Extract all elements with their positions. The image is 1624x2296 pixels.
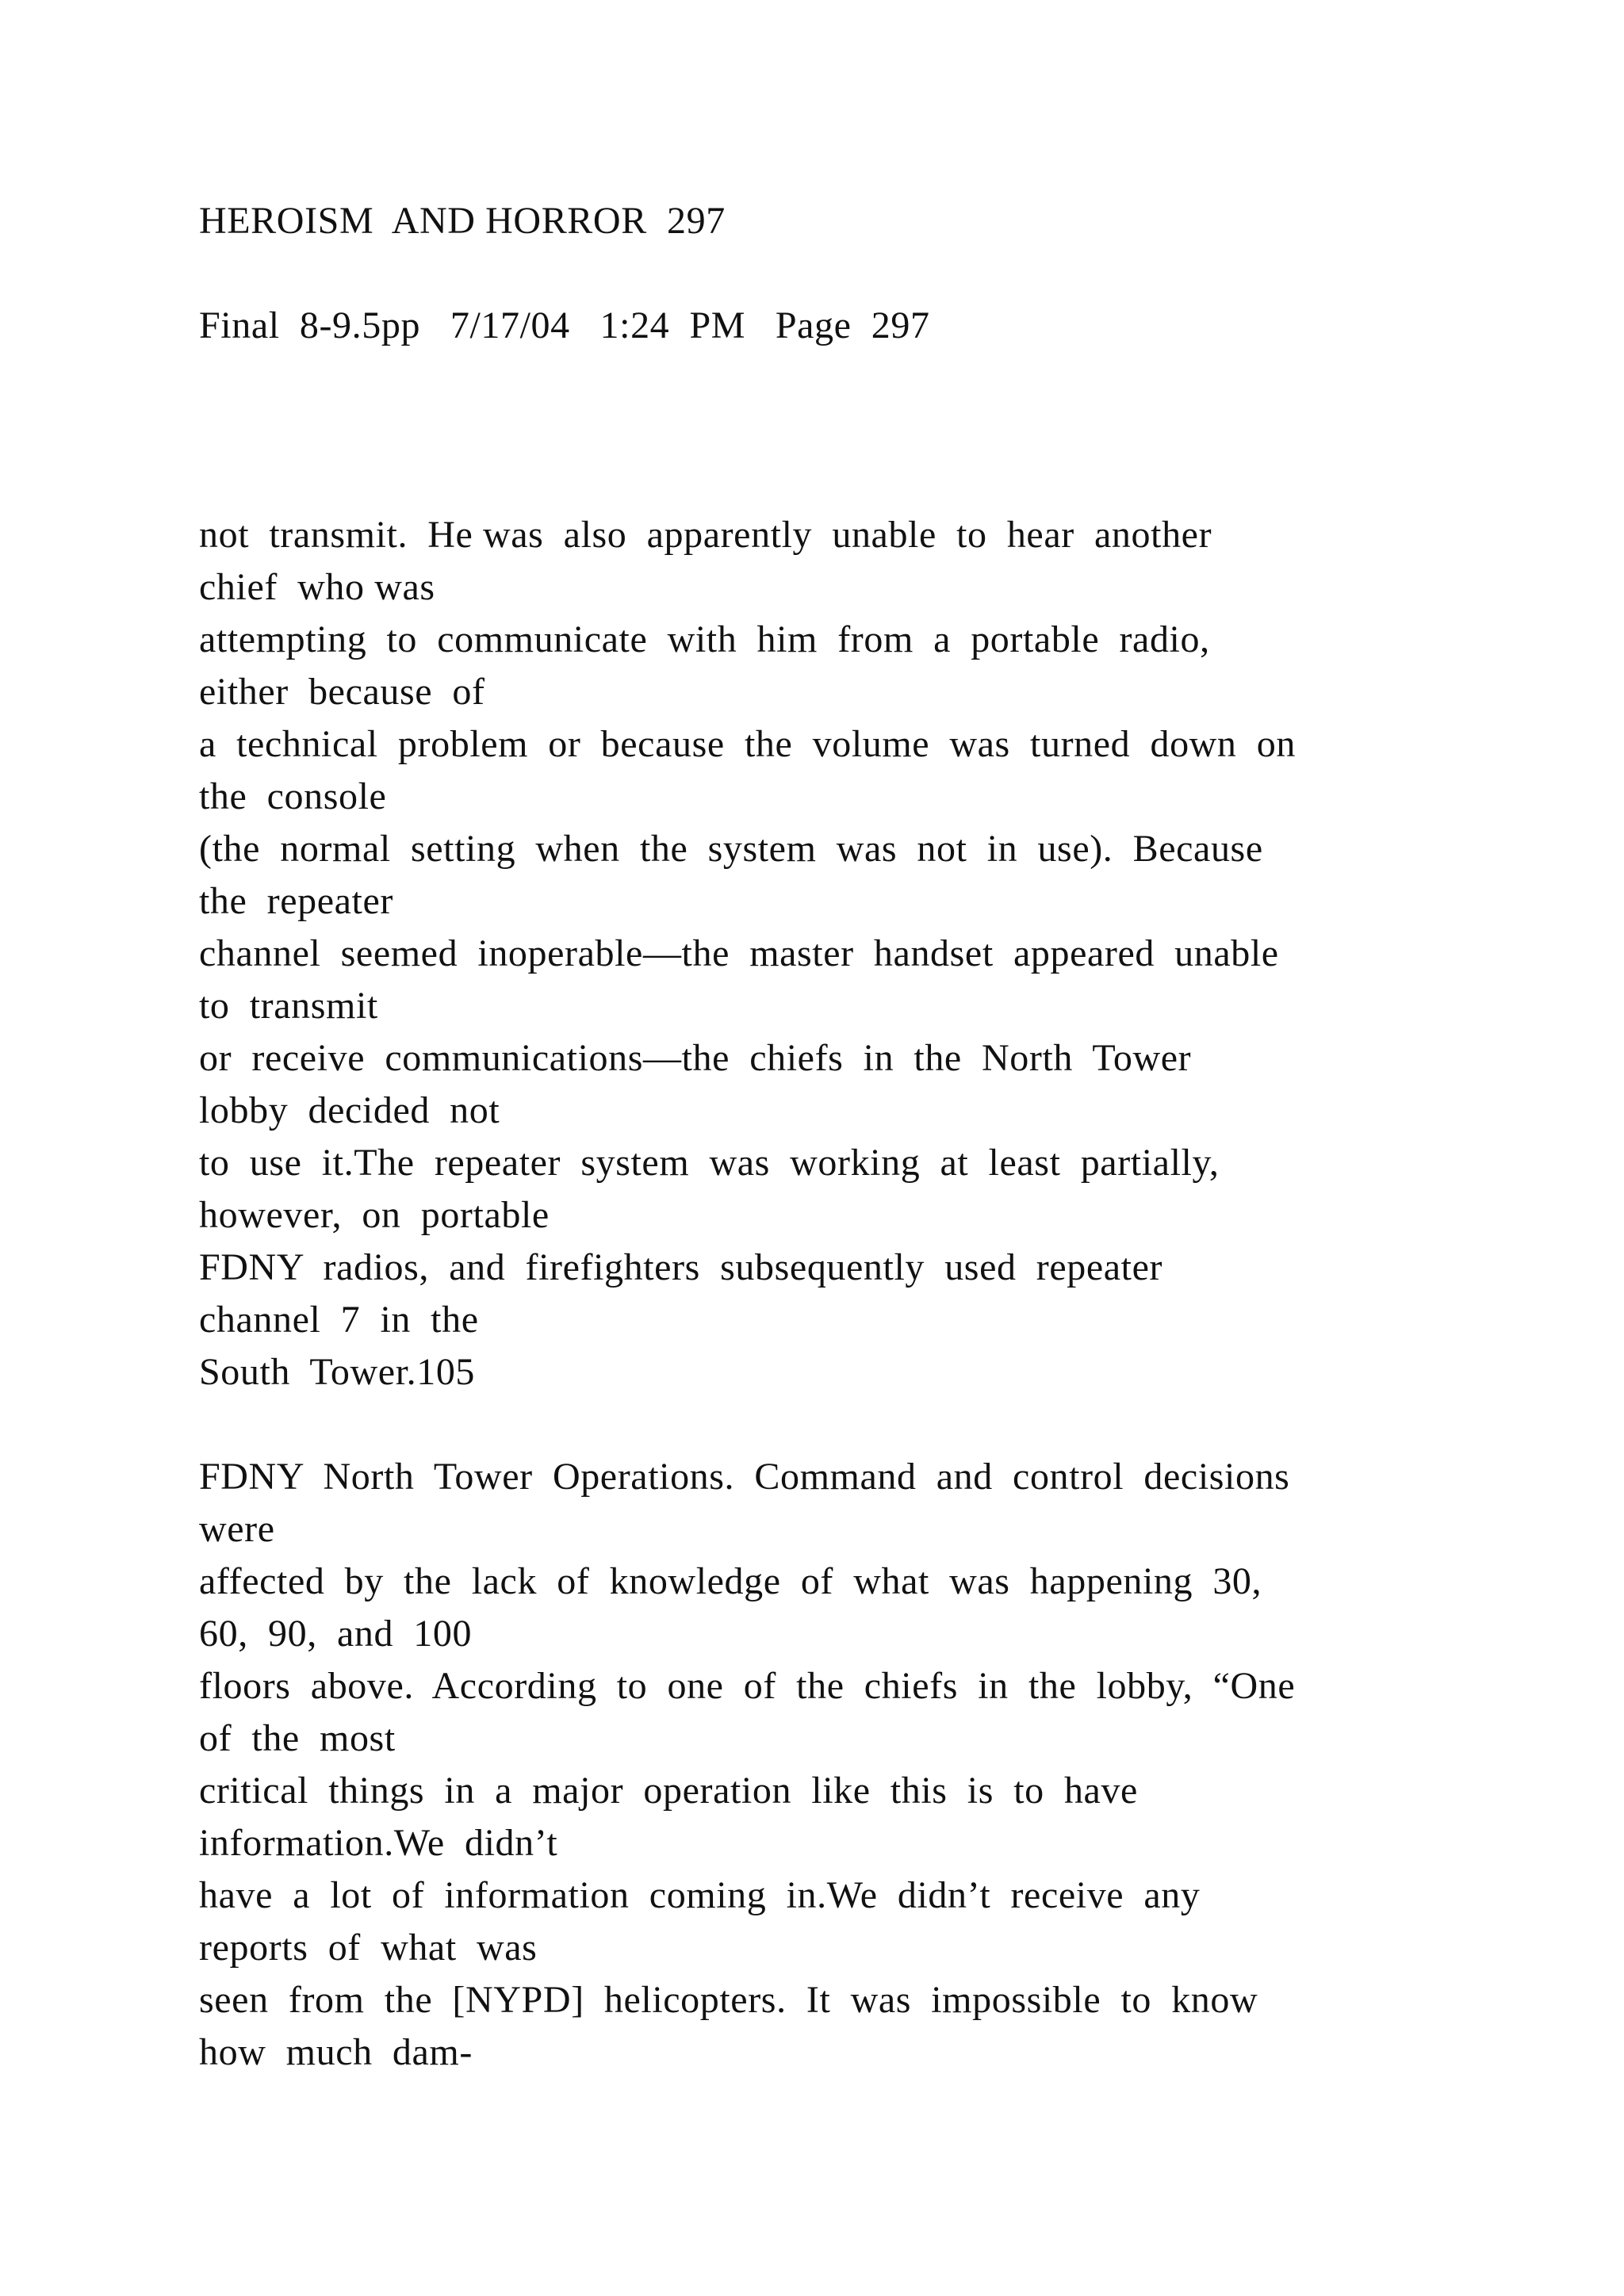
text-line: reports of what was — [199, 1927, 538, 1969]
text-line: or receive communications—the chiefs in the North Tower — [199, 1037, 1192, 1079]
text-line: FDNY radios, and firefighters subsequently used repeater — [199, 1246, 1163, 1288]
text-line: the repeater — [199, 880, 393, 922]
text-line: 60, 90, and 100 — [199, 1613, 473, 1655]
text-line: affected by the lack of knowledge of what was happening 30, — [199, 1560, 1262, 1602]
running-header: HEROISM AND HORROR 297 — [199, 200, 726, 242]
text-line: critical things in a major operation like this is to have — [199, 1770, 1138, 1812]
text-line: chief who was — [199, 566, 435, 608]
print-slug: Final 8-9.5pp 7/17/04 1:24 PM Page 297 — [199, 304, 930, 346]
text-line: (the normal setting when the system was not in use). Because — [199, 828, 1263, 870]
text-line: either because of — [199, 671, 485, 713]
text-line: FDNY North Tower Operations. Command and control decisions — [199, 1456, 1290, 1498]
text-line: the console — [199, 775, 387, 817]
text-line: South Tower.105 — [199, 1351, 476, 1393]
text-line: a technical problem or because the volume was turned down on — [199, 723, 1296, 765]
text-line: attempting to communicate with him from a portable radio, — [199, 618, 1210, 660]
text-line: to transmit — [199, 985, 378, 1027]
text-line: seen from the [NYPD] helicopters. It was impossible to know — [199, 1979, 1258, 2021]
text-line: channel seemed inoperable—the master handset appeared unable — [199, 932, 1279, 974]
text-line: floors above. According to one of the chiefs in the lobby, “One — [199, 1665, 1296, 1707]
text-line: were — [199, 1508, 275, 1550]
text-line: channel 7 in the — [199, 1299, 479, 1341]
text-line: not transmit. He was also apparently unable to hear another — [199, 514, 1212, 556]
text-line: to use it.The repeater system was working at least partially, — [199, 1142, 1220, 1184]
text-line: how much dam- — [199, 2031, 473, 2073]
text-line: lobby decided not — [199, 1089, 500, 1131]
text-line: have a lot of information coming in.We didn’t receive any — [199, 1874, 1201, 1916]
text-line: information.We didn’t — [199, 1822, 558, 1864]
text-line: however, on portable — [199, 1194, 550, 1236]
text-line: of the most — [199, 1717, 396, 1759]
